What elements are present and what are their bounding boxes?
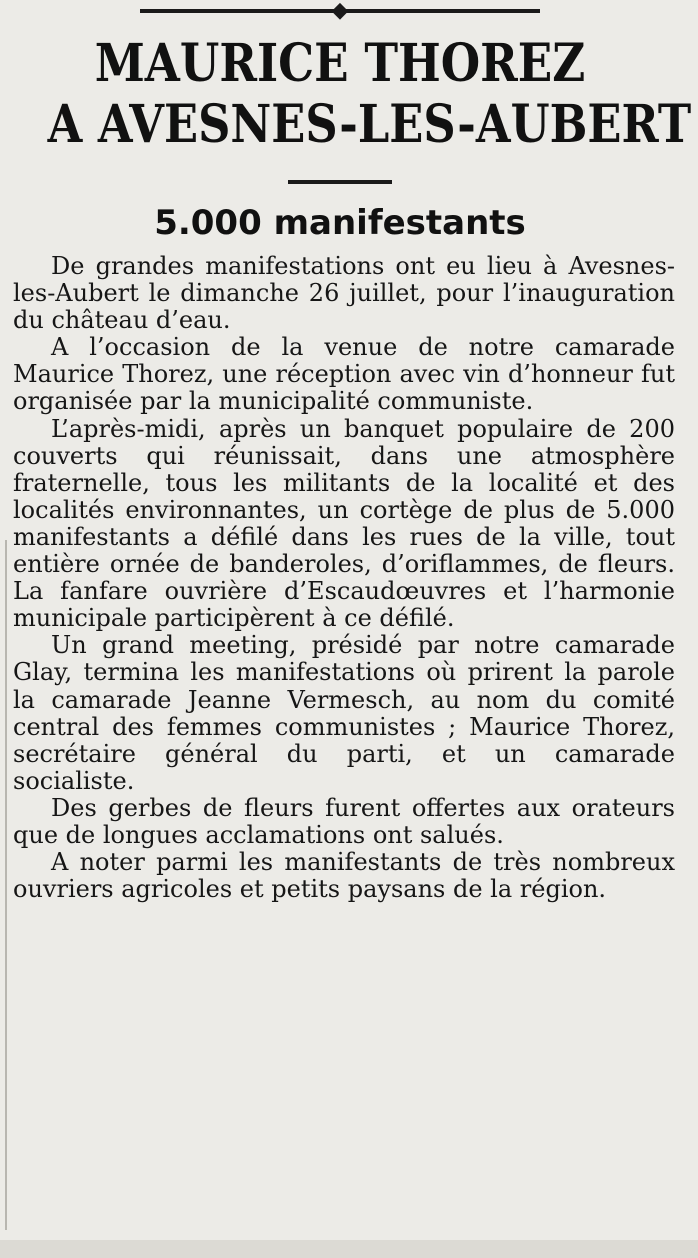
paragraph-2: A l’occasion de la venue de notre camarade Maurice Thorez, une réception avec vin d’honneur fut organisée par la municipalité communiste. <box>13 333 675 416</box>
subheadline: 5.000 manifestants <box>154 203 526 243</box>
clipping-bottom-edge <box>0 1240 698 1258</box>
ornament-diamond-icon: ◆ <box>331 0 349 23</box>
paragraph-5: Des gerbes de fleurs furent offertes aux orateurs que de longues acclamations ont salués. <box>13 793 675 849</box>
paragraph-4: Un grand meeting, présidé par notre camarade Glay, termina les manifestations où prirent la parole la camarade Jeanne Vermesch, au nom du comité central des femmes communistes ; Maurice Thorez, secrétaire général du parti, et un camarade socialiste. <box>13 631 675 795</box>
paragraph-3: L’après-midi, après un banquet populaire de 200 couverts qui réunissait, dans une atmosphère fraternelle, tous les militants de la localité et des localités environnantes, un cortège de plus de 5.000 manifestants a défilé dans les rues de la ville, tout entière ornée de banderoles, d’oriflammes, de fleurs. La fanfare ouvrière d’Escaudœuvres et l’harmonie municipale participèrent à ce défilé. <box>13 414 675 633</box>
article-body <box>13 253 675 903</box>
paragraph-6: A noter parmi les manifestants de très nombreux ouvriers agricoles et petits paysans de la région. <box>13 848 675 904</box>
column-edge-rule <box>5 540 7 1230</box>
paragraph-1: De grandes manifestations ont eu lieu à Avesnes-les-Aubert le dimanche 26 juillet, pour l’inauguration du château d’eau. <box>13 252 675 335</box>
headline-line-1: MAURICE THOREZ <box>94 33 586 94</box>
headline-divider-rule <box>288 180 392 184</box>
headline-line-2: A AVESNES-LES-AUBERT <box>47 94 692 155</box>
